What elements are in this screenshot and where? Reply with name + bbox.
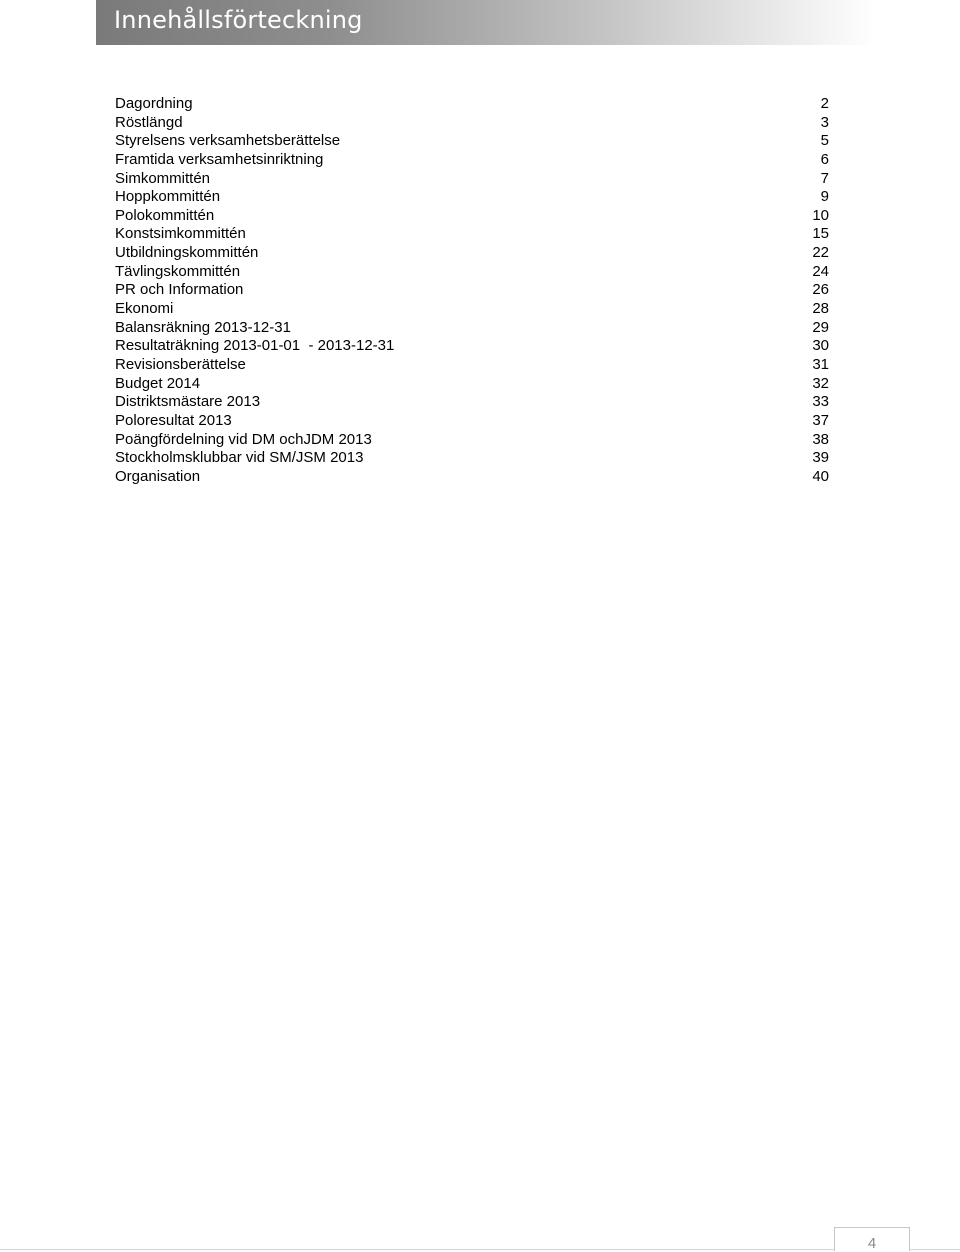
toc-entry[interactable] [115,207,829,226]
toc-entry-label: Hoppkommittén [115,188,221,206]
toc-entry-page: 31 [812,355,829,373]
toc-entry[interactable] [115,300,829,319]
toc-entry-label: Röstlängd [115,113,183,131]
toc-entry[interactable] [115,356,829,375]
toc-entry-page: 28 [812,300,829,318]
toc-entry[interactable] [115,188,829,207]
toc-entry-page: 38 [812,430,829,448]
toc-entry-label: Distriktsmästare 2013 [115,393,261,411]
toc-entry-label: Resultaträkning 2013-01-01 - 2013-12-31 [115,337,395,355]
toc-entry-page: 32 [812,374,829,392]
toc-entry-page: 29 [812,318,829,336]
toc-entry[interactable] [115,375,829,394]
toc-entry[interactable] [115,319,829,338]
toc-entry-page: 7 [820,169,829,187]
toc-entry-page: 40 [812,467,829,485]
toc-entry[interactable] [115,132,829,151]
toc-entry[interactable] [115,337,829,356]
toc-entry-label: Ekonomi [115,300,174,318]
toc-entry-label: Utbildningskommittén [115,244,259,262]
toc-entry-page: 15 [812,225,829,243]
toc-entry-label: Poloresultat 2013 [115,411,232,429]
toc-entry-page: 3 [820,113,829,131]
toc-entry-page: 37 [812,411,829,429]
toc-entry[interactable] [115,114,829,133]
toc-entry-label: Framtida verksamhetsinriktning [115,150,324,168]
toc-entry-label: Tävlingskommittén [115,262,241,280]
toc-entry[interactable] [115,244,829,263]
toc-entry[interactable] [115,170,829,189]
toc-entry-page: 10 [812,206,829,224]
page-number-box [834,1227,910,1251]
toc-entry-label: Poängfördelning vid DM ochJDM 2013 [115,430,372,448]
toc-entry-page: 30 [812,337,829,355]
page-title: Innehållsförteckning [114,6,363,34]
toc-entry[interactable] [115,431,829,450]
toc-entry-page: 2 [820,95,829,112]
toc-entry[interactable] [115,393,829,412]
toc-entry-label: Stockholmsklubbar vid SM/JSM 2013 [115,449,364,467]
toc-entry-page: 9 [820,188,829,206]
toc-entry-label: Organisation [115,467,201,485]
toc-entry[interactable] [115,412,829,431]
toc-entry-label: Simkommittén [115,169,211,187]
table-of-contents [115,95,829,486]
title-banner [96,0,876,45]
toc-entry-page: 22 [812,244,829,262]
toc-entry[interactable] [115,468,829,487]
page-number: 4 [867,1235,877,1252]
toc-entry[interactable] [115,151,829,170]
toc-entry-page: 6 [820,150,829,168]
toc-entry-label: Konstsimkommittén [115,225,246,243]
toc-entry-label: Revisionsberättelse [115,355,246,373]
toc-entry-page: 33 [812,393,829,411]
toc-entry-label: Polokommittén [115,206,215,224]
toc-entry-page: 24 [812,262,829,280]
toc-entry[interactable] [115,95,829,114]
toc-entry-page: 5 [820,132,829,150]
toc-entry-label: PR och Information [115,281,244,299]
footer-divider [0,1249,960,1250]
toc-entry-label: Budget 2014 [115,374,201,392]
toc-entry[interactable] [115,449,829,468]
toc-entry-page: 39 [812,449,829,467]
toc-entry-label: Balansräkning 2013-12-31 [115,318,291,336]
toc-entry-page: 26 [812,281,829,299]
toc-entry-label: Styrelsens verksamhetsberättelse [115,132,341,150]
toc-entry[interactable] [115,281,829,300]
toc-entry-label: Dagordning [115,95,193,112]
toc-entry[interactable] [115,263,829,282]
toc-entry[interactable] [115,225,829,244]
